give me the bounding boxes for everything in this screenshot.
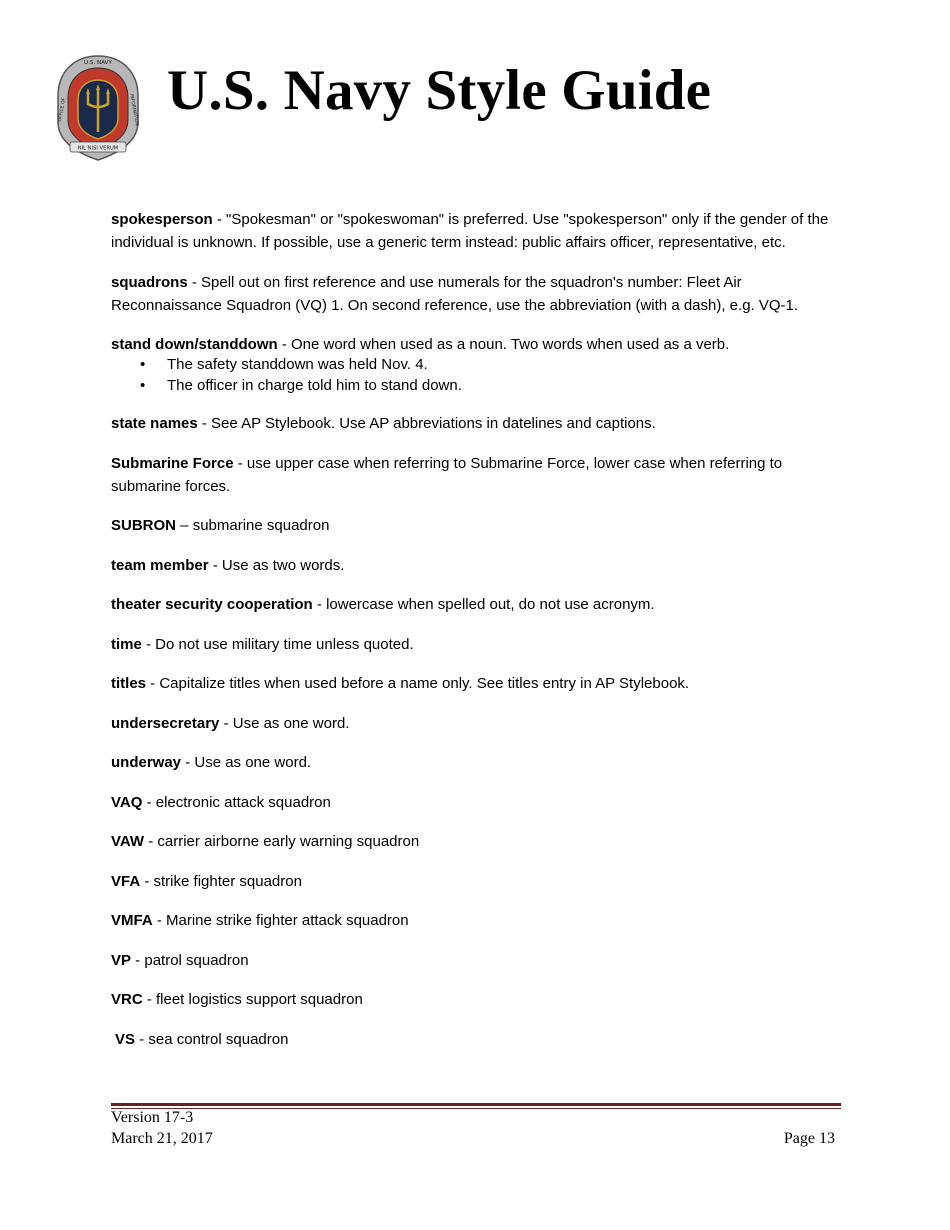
entry-vrc: [111, 988, 836, 1011]
footer-date: March 21, 2017: [111, 1130, 213, 1147]
page-header: [0, 0, 950, 180]
entry-term: VAQ: [111, 793, 143, 811]
entry-vfa: [111, 870, 836, 893]
entry-definition: - electronic attack squadron: [142, 793, 331, 811]
svg-text:U.S. NAVY: U.S. NAVY: [84, 60, 112, 66]
entry-term: spokesperson: [111, 211, 213, 228]
entry-term: squadrons: [111, 273, 188, 291]
entry-definition: - fleet logistics support squadron: [142, 991, 363, 1008]
list-item: • The officer in charge told him to stand down.: [140, 377, 462, 394]
footer-version: Version 17-3: [111, 1109, 194, 1126]
entry-definition: - strike fighter squadron: [140, 872, 302, 890]
entry-definition: - Spell out on first reference and use numerals for the squadron's number: Fleet Air Reconnaissance Squadron (VQ) 1. On second reference, use the abbreviation (with a dash), e.g. VQ-1.: [111, 273, 799, 314]
entry-definition: - Capitalize titles when used before a name only. See titles entry in AP Stylebook.: [146, 675, 690, 692]
entry-submarine-force: [111, 452, 836, 498]
entry-term: VFA: [111, 872, 141, 890]
entry-term: time: [111, 635, 142, 653]
list-item: • The safety standdown was held Nov. 4.: [140, 356, 428, 373]
entry-term: state names: [111, 415, 198, 432]
svg-text:NIL NISI VERUM: NIL NISI VERUM: [77, 145, 119, 152]
entry-term: VAW: [111, 833, 145, 850]
navy-office-of-information-seal-icon: [52, 52, 144, 164]
entry-definition: - Marine strike fighter attack squadron: [152, 912, 409, 929]
entry-term: theater security cooperation: [111, 596, 313, 613]
entry-time: [111, 633, 836, 656]
entry-definition: - Use as one word.: [181, 754, 312, 771]
entry-vmfa: [111, 909, 836, 932]
entry-titles: [111, 672, 836, 695]
entry-vaw: [111, 830, 836, 853]
bullet-icon: •: [140, 356, 146, 373]
entry-term: VRC: [111, 991, 143, 1008]
entry-definition: - One word when used as a noun. Two words when used as a verb.: [277, 336, 730, 353]
footer-divider-thin: [111, 1108, 841, 1109]
entry-term: stand down/standdown: [111, 336, 278, 353]
entry-stand-down: [111, 333, 836, 356]
entry-vp: [111, 949, 836, 972]
entry-squadrons: [111, 271, 836, 317]
entry-term: underway: [111, 754, 182, 771]
entry-theater-security-cooperation: [111, 593, 836, 616]
entry-definition: - patrol squadron: [131, 951, 249, 969]
entry-subron: [111, 514, 836, 537]
entry-term: Submarine Force: [111, 454, 234, 472]
entry-term: VP: [111, 951, 132, 969]
entry-term: SUBRON: [111, 517, 177, 534]
svg-text:INFORMATION: INFORMATION: [128, 93, 139, 127]
entry-definition: - Do not use military time unless quoted.: [141, 635, 414, 653]
entry-term: team member: [111, 556, 209, 574]
page-number: Page 13: [783, 1130, 835, 1147]
entry-definition: - use upper case when referring to Submarine Force, lower case when referring to submarine forces.: [111, 454, 783, 495]
entry-undersecretary: [111, 712, 836, 735]
bullet-icon: •: [140, 377, 146, 394]
entry-definition: - carrier airborne early warning squadron: [144, 833, 420, 850]
entry-term: titles: [111, 675, 147, 692]
entry-definition: - Use as one word.: [219, 714, 350, 732]
style-entries: [111, 208, 836, 1067]
entry-vs: [111, 1028, 836, 1051]
footer-version-block: [111, 1107, 213, 1149]
entry-spokesperson: [111, 208, 836, 254]
entry-term: VMFA: [111, 912, 153, 929]
entry-definition: - "Spokesman" or "spokeswoman" is preferred. Use "spokesperson" only if the gender of the individual is unknown. If possible, use a generic term instead: public affairs officer, representative, etc.: [111, 211, 829, 251]
entry-vaq: [111, 791, 836, 814]
entry-term: undersecretary: [111, 714, 220, 732]
entry-definition: - Use as two words.: [208, 556, 345, 574]
entry-definition: - See AP Stylebook. Use AP abbreviations in datelines and captions.: [197, 415, 656, 432]
page-title: U.S. Navy Style Guide: [167, 59, 712, 122]
entry-underway: [111, 751, 836, 774]
entry-definition: – submarine squadron: [176, 517, 330, 534]
footer-divider: [111, 1103, 841, 1106]
entry-term: VS: [115, 1030, 136, 1048]
stand-down-examples: [111, 354, 836, 396]
entry-definition: - lowercase when spelled out, do not use acronym.: [312, 596, 655, 613]
svg-text:OFFICE OF: OFFICE OF: [57, 97, 68, 123]
entry-state-names: [111, 412, 836, 435]
entry-definition: - sea control squadron: [135, 1030, 289, 1048]
entry-team-member: [111, 554, 836, 577]
